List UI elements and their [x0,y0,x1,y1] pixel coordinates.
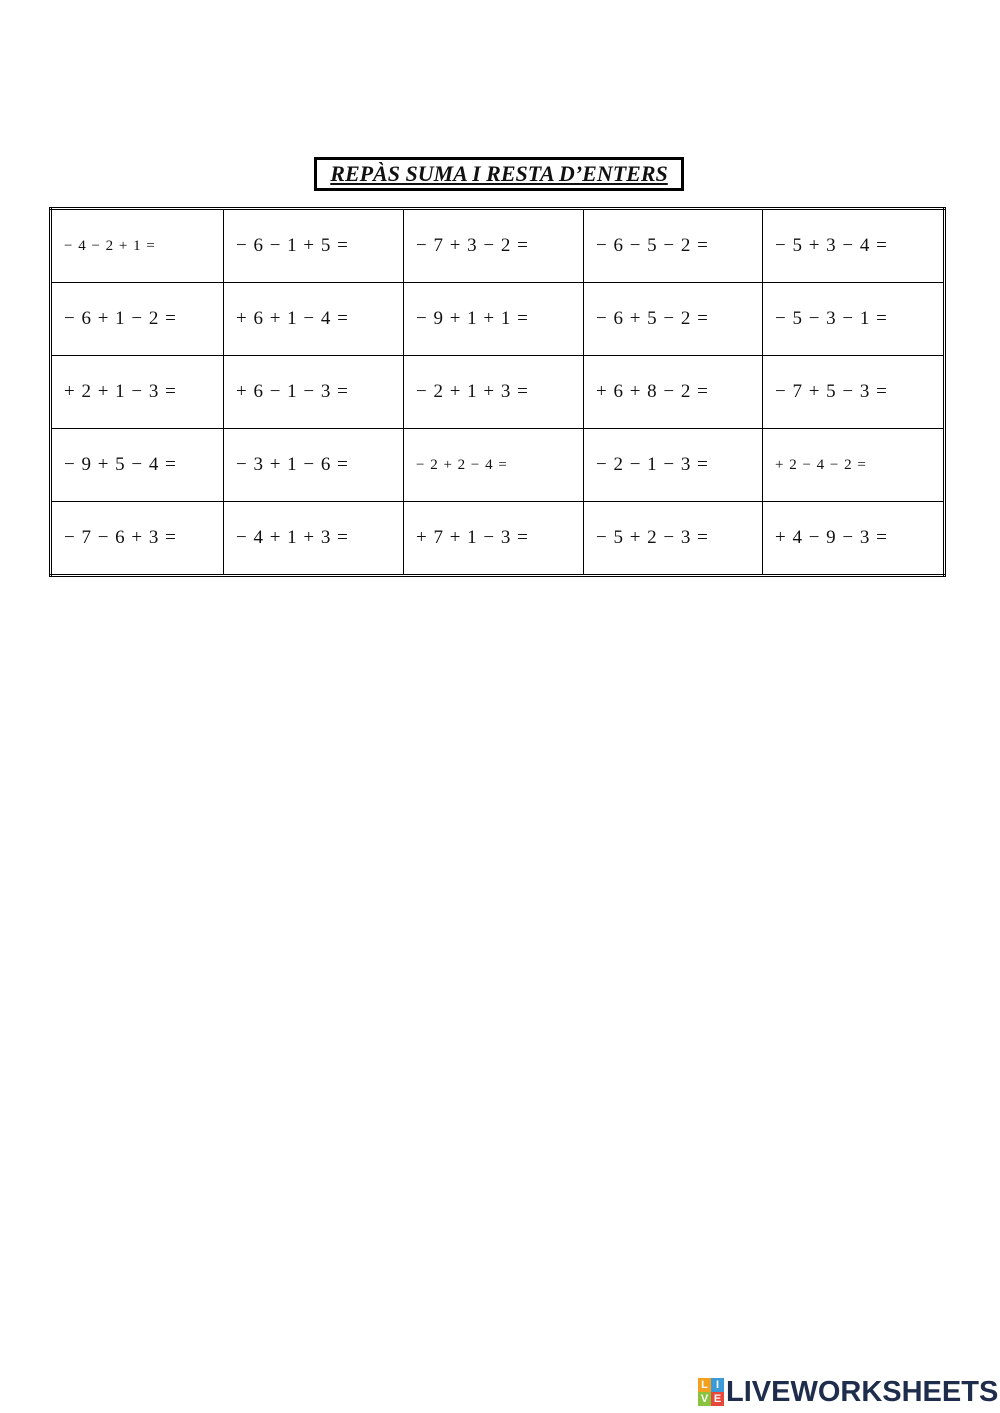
logo-letter: V [698,1392,711,1406]
logo-letter: L [698,1378,711,1392]
liveworksheets-logo-icon [698,1378,724,1406]
exercise-cell: − 6 − 1 + 5 = [224,209,404,283]
worksheet-title: REPÀS SUMA I RESTA D’ENTERS [330,161,668,186]
logo-letter: E [711,1392,724,1406]
brand-name: LIVEWORKSHEETS [726,1375,999,1408]
table-row [51,502,945,576]
exercise-cell: − 2 + 1 + 3 = [404,356,584,429]
table-row [51,283,945,356]
exercise-cell: − 3 + 1 − 6 = [224,429,404,502]
exercise-cell: − 5 + 2 − 3 = [584,502,763,576]
exercise-cell: − 9 + 5 − 4 = [51,429,224,502]
exercise-cell: − 4 + 1 + 3 = [224,502,404,576]
exercise-cell: + 7 + 1 − 3 = [404,502,584,576]
table-row [51,356,945,429]
exercise-cell: − 7 + 5 − 3 = [763,356,945,429]
exercise-cell: − 5 − 3 − 1 = [763,283,945,356]
exercise-cell: − 7 − 6 + 3 = [51,502,224,576]
exercise-cell: − 6 + 1 − 2 = [51,283,224,356]
logo-letter: I [711,1378,724,1392]
liveworksheets-brand[interactable] [698,1374,998,1410]
title-box [314,157,684,191]
exercise-cell: − 7 + 3 − 2 = [404,209,584,283]
exercise-cell: − 6 + 5 − 2 = [584,283,763,356]
exercise-cell: − 5 + 3 − 4 = [763,209,945,283]
exercise-cell: + 2 − 4 − 2 = [763,429,945,502]
exercise-cell: − 2 − 1 − 3 = [584,429,763,502]
table-row [51,429,945,502]
exercise-table [49,207,946,577]
exercise-cell: + 4 − 9 − 3 = [763,502,945,576]
table-row [51,209,945,283]
exercise-cell: − 9 + 1 + 1 = [404,283,584,356]
exercise-cell: + 6 − 1 − 3 = [224,356,404,429]
exercise-cell: + 2 + 1 − 3 = [51,356,224,429]
exercise-cell: − 4 − 2 + 1 = [51,209,224,283]
exercise-cell: − 2 + 2 − 4 = [404,429,584,502]
exercise-cell: + 6 + 8 − 2 = [584,356,763,429]
exercise-cell: − 6 − 5 − 2 = [584,209,763,283]
exercise-cell: + 6 + 1 − 4 = [224,283,404,356]
